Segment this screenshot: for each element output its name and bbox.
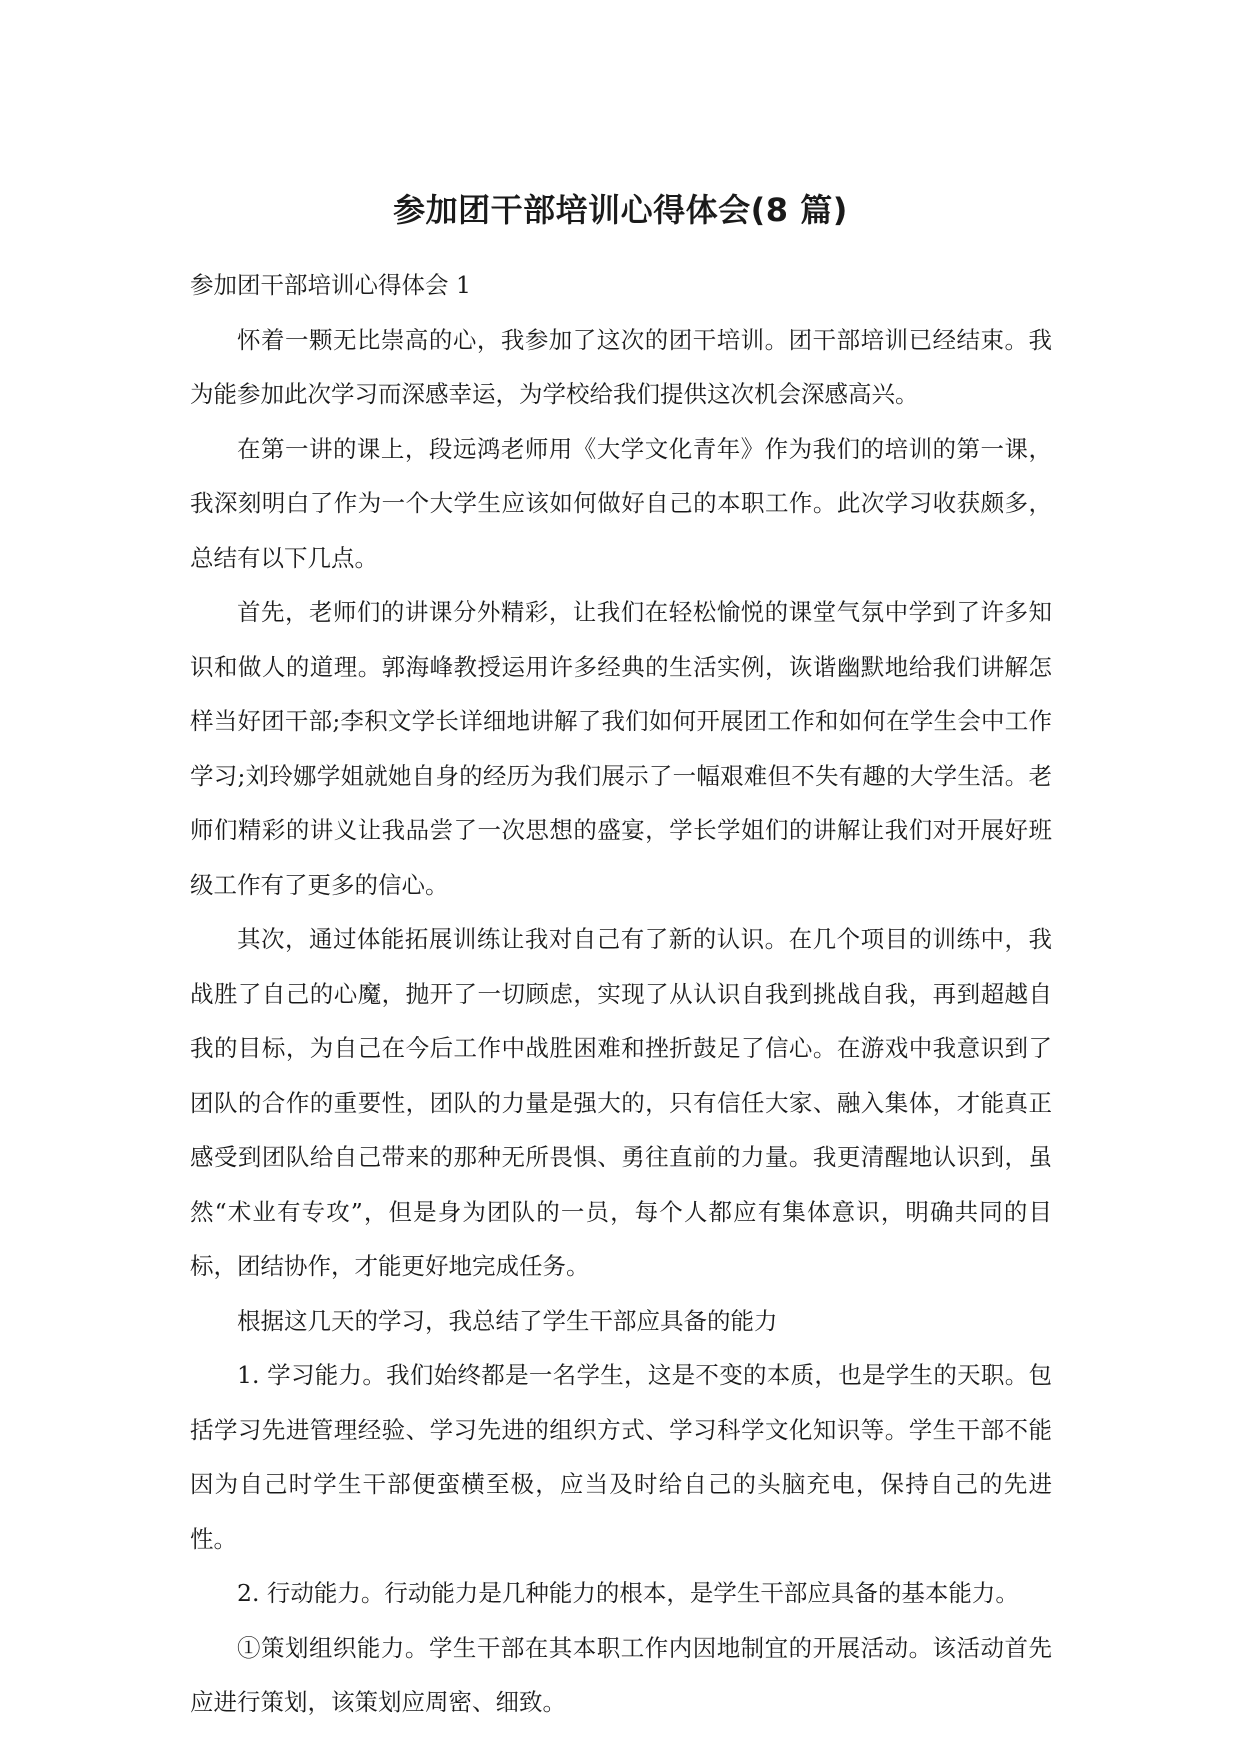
paragraph: 怀着一颗无比崇高的心，我参加了这次的团干培训。团干部培训已经结束。我为能参加此次学习而深感幸运，为学校给我们提供这次机会深感高兴。 <box>190 325 1052 408</box>
section-subheading: 参加团干部培训心得体会 1 <box>190 271 471 299</box>
document-title: 参加团干部培训心得体会(8 篇) <box>393 191 848 229</box>
paragraph: 其次，通过体能拓展训练让我对自己有了新的认识。在几个项目的训练中，我战胜了自己的心魔，抛开了一切顾虑，实现了从认识自我到挑战自我，再到超越自我的目标，为自己在今后工作中战胜困难和挫折鼓足了信心。在游戏中我意识到了团队的合作的重要性，团队的力量是强大的，只有信任大家、融入集体，才能真正感受到团队给自己带来的那种无所畏惧、勇往直前的力量。我更清醒地认识到，虽然“术业有专攻”，但是身为团队的一员，每个人都应有集体意识，明确共同的目标，团结协作，才能更好地完成任务。 <box>190 925 1052 1280</box>
paragraph: 2. 行动能力。行动能力是几种能力的根本，是学生干部应具备的基本能力。 <box>237 1579 1019 1607</box>
paragraph: 首先，老师们的讲课分外精彩，让我们在轻松愉悦的课堂气氛中学到了许多知识和做人的道理。郭海峰教授运用许多经典的生活实例，诙谐幽默地给我们讲解怎样当好团干部;李积文学长详细地讲解了我们如何开展团工作和如何在学生会中工作学习;刘玲娜学姐就她自身的经历为我们展示了一幅艰难但不失有趣的大学生活。老师们精彩的讲义让我品尝了一次思想的盛宴，学长学姐们的讲解让我们对开展好班级工作有了更多的信心。 <box>190 598 1052 899</box>
paragraph: 在第一讲的课上，段远鸿老师用《大学文化青年》作为我们的培训的第一课，我深刻明白了作为一个大学生应该如何做好自己的本职工作。此次学习收获颇多，总结有以下几点。 <box>190 434 1052 572</box>
document-body <box>190 258 1052 1730</box>
paragraph: 1. 学习能力。我们始终都是一名学生，这是不变的本质，也是学生的天职。包括学习先进管理经验、学习先进的组织方式、学习科学文化知识等。学生干部不能因为自己时学生干部便蛮横至极，应当及时给自己的头脑充电，保持自己的先进性。 <box>190 1361 1052 1553</box>
paragraph: ①策划组织能力。学生干部在其本职工作内因地制宜的开展活动。该活动首先应进行策划，该策划应周密、细致。 <box>190 1633 1052 1716</box>
paragraph: 根据这几天的学习，我总结了学生干部应具备的能力 <box>237 1306 778 1335</box>
